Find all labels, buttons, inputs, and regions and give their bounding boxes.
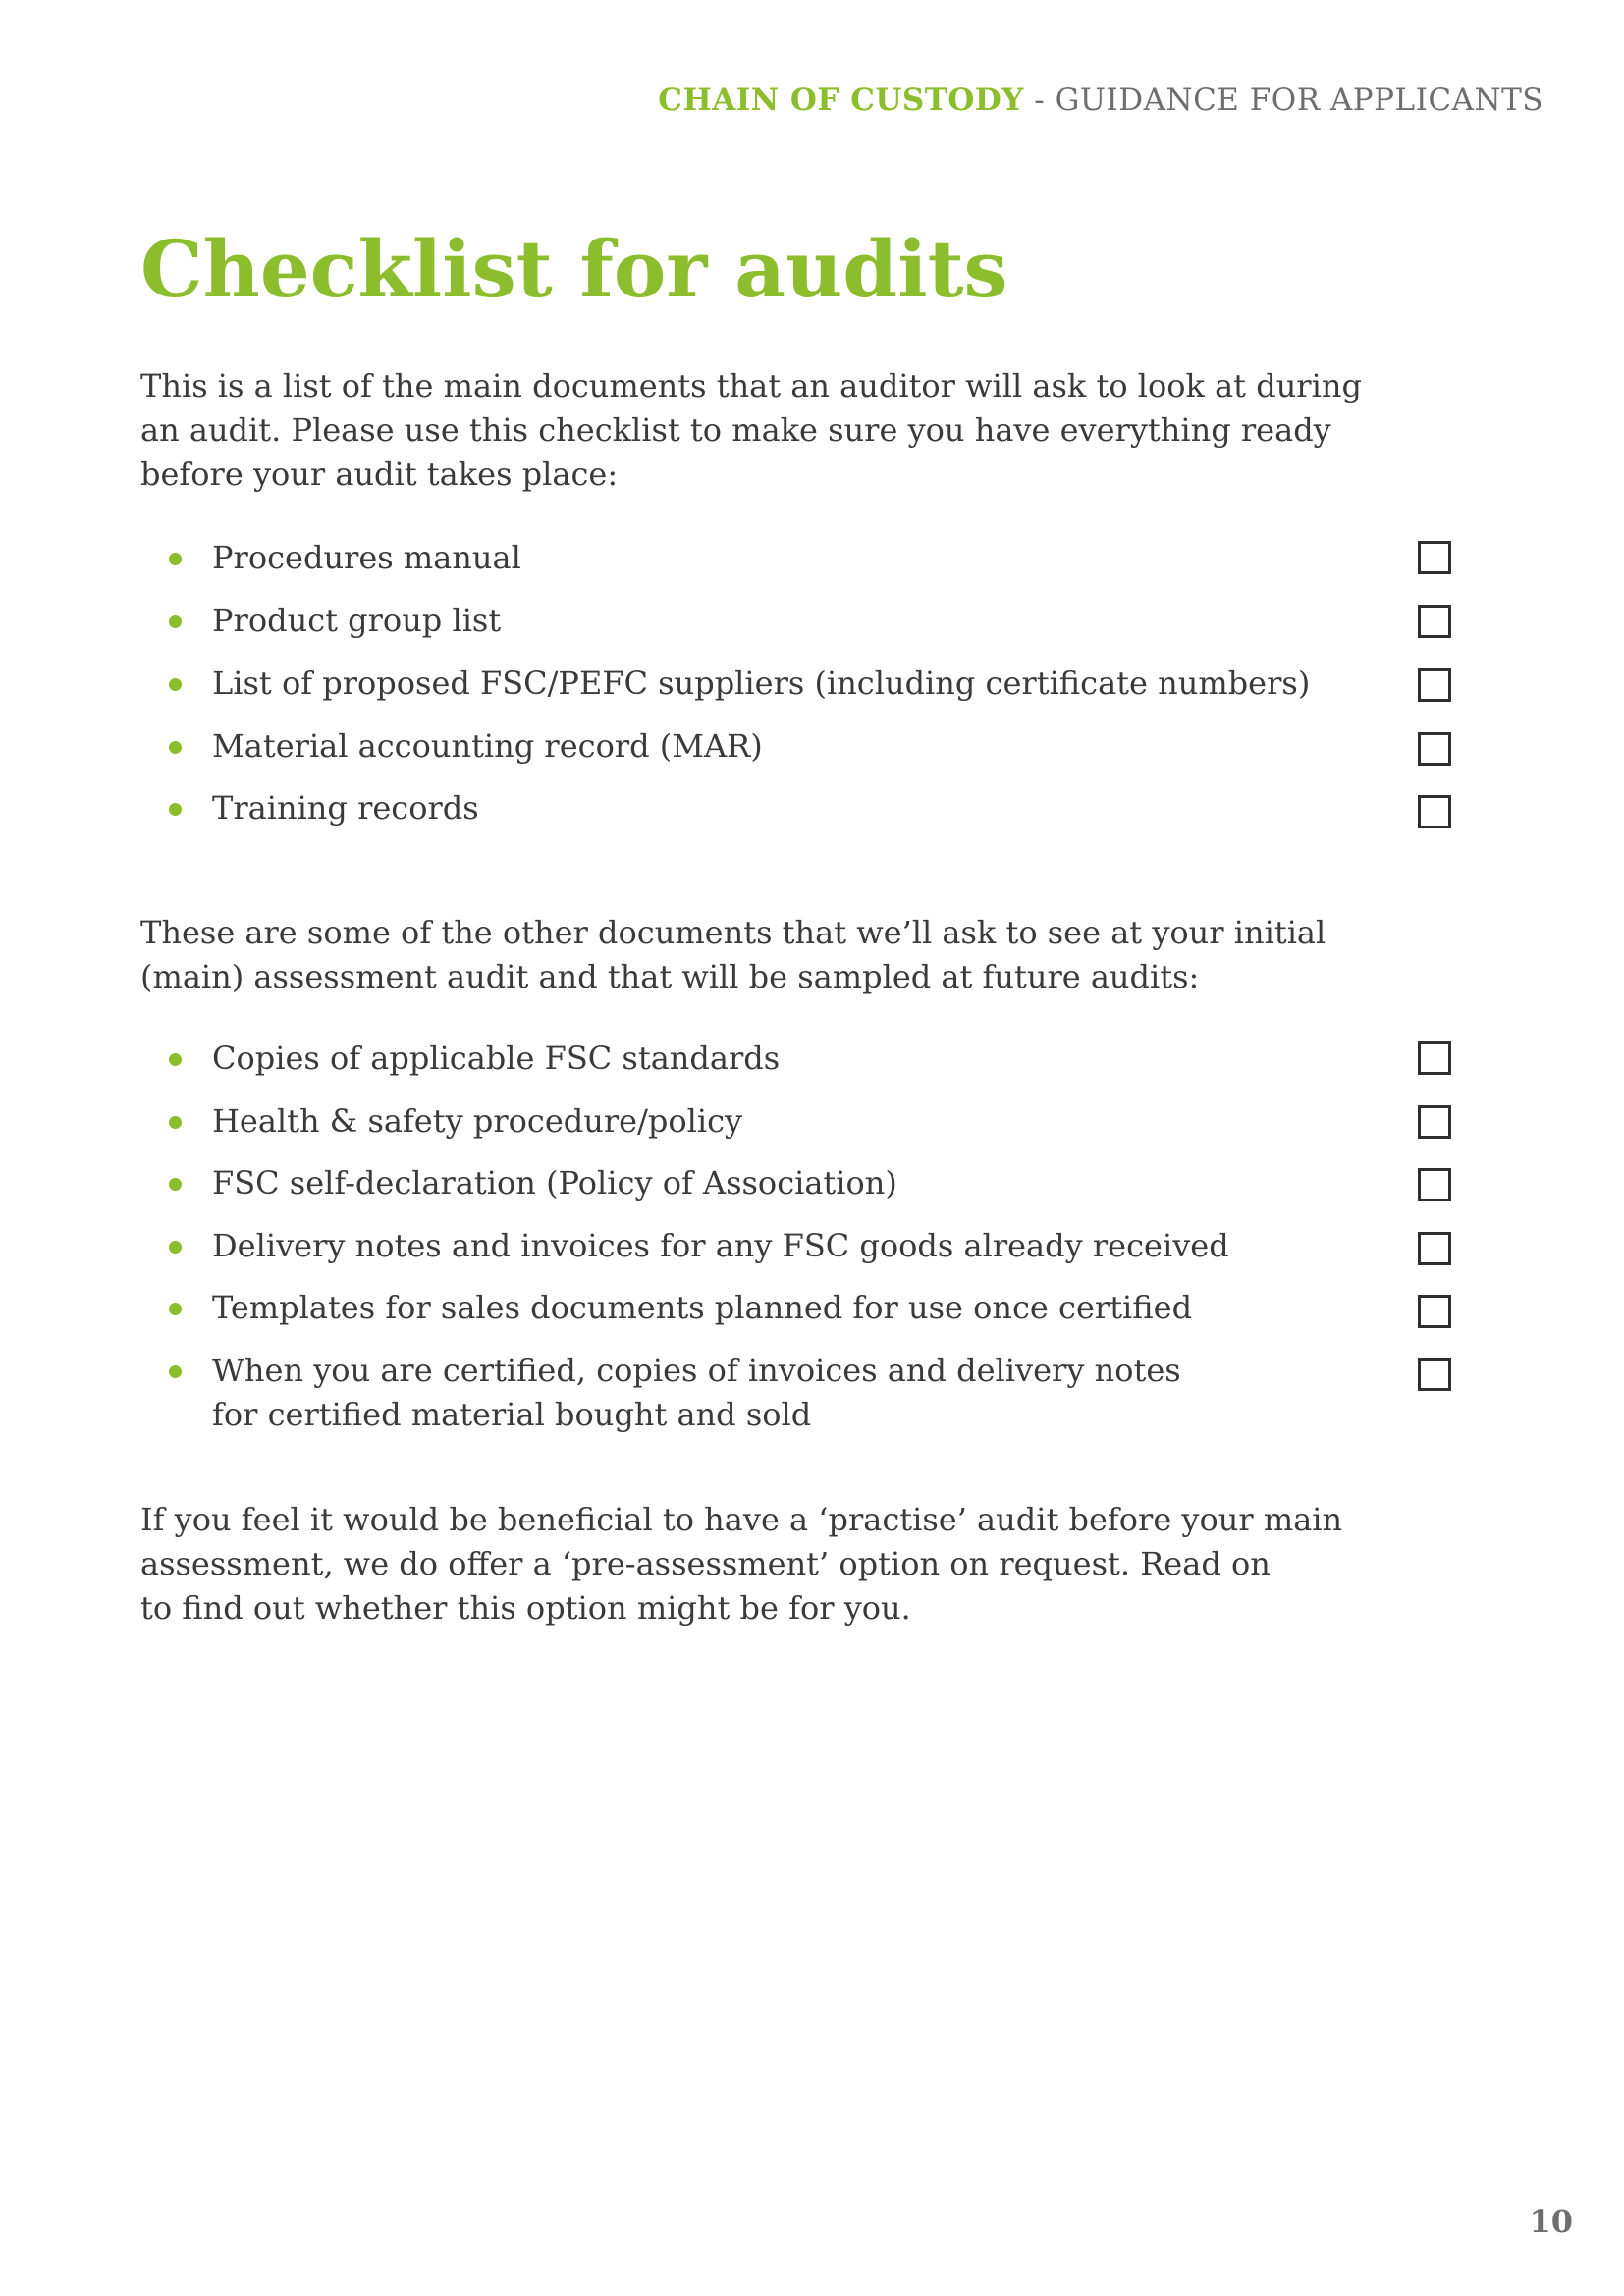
middle-line: (main) assessment audit and that will be sampled at future audits: xyxy=(140,958,1200,995)
bullet-icon xyxy=(169,1178,182,1191)
checklist-item-label: Delivery notes and invoices for any FSC goods already received xyxy=(212,1227,1229,1264)
bullet-icon xyxy=(169,741,182,754)
checklist-item-label: Material accounting record (MAR) xyxy=(212,727,763,765)
checklist-item-label: Product group list xyxy=(212,602,502,639)
checkbox-health-safety[interactable] xyxy=(1418,1105,1451,1139)
bullet-icon xyxy=(169,678,182,691)
closing-paragraph xyxy=(140,1498,1417,1630)
running-header-rest: - GUIDANCE FOR APPLICANTS xyxy=(1023,82,1543,118)
checkbox-product-group-list[interactable] xyxy=(1418,605,1451,638)
checklist-item-label: Templates for sales documents planned for use once certified xyxy=(212,1289,1193,1326)
checklist-item-label: Procedures manual xyxy=(212,539,521,576)
checkbox-training-records[interactable] xyxy=(1418,795,1451,828)
checkbox-sales-templates[interactable] xyxy=(1418,1295,1451,1328)
other-documents-paragraph xyxy=(140,911,1417,999)
running-header-accent: CHAIN OF CUSTODY xyxy=(658,82,1024,118)
bullet-icon xyxy=(169,1053,182,1066)
closing-line: assessment, we do offer a ‘pre-assessment’ option on request. Read on xyxy=(140,1545,1271,1582)
checkbox-material-accounting-record[interactable] xyxy=(1418,732,1451,766)
checkbox-delivery-notes[interactable] xyxy=(1418,1232,1451,1265)
checkbox-certified-invoices[interactable] xyxy=(1418,1358,1451,1391)
page-number: 10 xyxy=(1529,2203,1573,2240)
intro-line: an audit. Please use this checklist to make sure you have everything ready xyxy=(140,411,1331,449)
checklist-item-label: FSC self-declaration (Policy of Association) xyxy=(212,1164,897,1201)
checklist-item-label: When you are certified, copies of invoices and delivery notes for certified material bought and sold xyxy=(212,1352,1181,1433)
closing-line: to find out whether this option might be for you. xyxy=(140,1589,911,1627)
bullet-icon xyxy=(169,615,182,628)
checklist-item-label: Training records xyxy=(212,789,479,827)
checkbox-fsc-standards[interactable] xyxy=(1418,1041,1451,1075)
checkbox-self-declaration[interactable] xyxy=(1418,1168,1451,1201)
bullet-icon xyxy=(169,1303,182,1315)
checkbox-suppliers-list[interactable] xyxy=(1418,668,1451,702)
bullet-icon xyxy=(169,803,182,816)
intro-paragraph xyxy=(140,364,1417,497)
closing-line: If you feel it would be beneficial to have a ‘practise’ audit before your main xyxy=(140,1501,1343,1538)
middle-line: These are some of the other documents that we’ll ask to see at your initial xyxy=(140,914,1326,951)
running-header xyxy=(658,82,1543,118)
bullet-icon xyxy=(169,553,182,565)
intro-line: before your audit takes place: xyxy=(140,455,619,493)
page-title: Checklist for audits xyxy=(140,223,1008,315)
checkbox-procedures-manual[interactable] xyxy=(1418,541,1451,574)
bullet-icon xyxy=(169,1241,182,1254)
checklist-item-label: Health & safety procedure/policy xyxy=(212,1102,743,1140)
bullet-icon xyxy=(169,1365,182,1378)
intro-line: This is a list of the main documents that an auditor will ask to look at during xyxy=(140,367,1362,404)
checklist-item-label: List of proposed FSC/PEFC suppliers (including certificate numbers) xyxy=(212,665,1311,702)
checklist-item-label: Copies of applicable FSC standards xyxy=(212,1040,781,1077)
bullet-icon xyxy=(169,1116,182,1129)
